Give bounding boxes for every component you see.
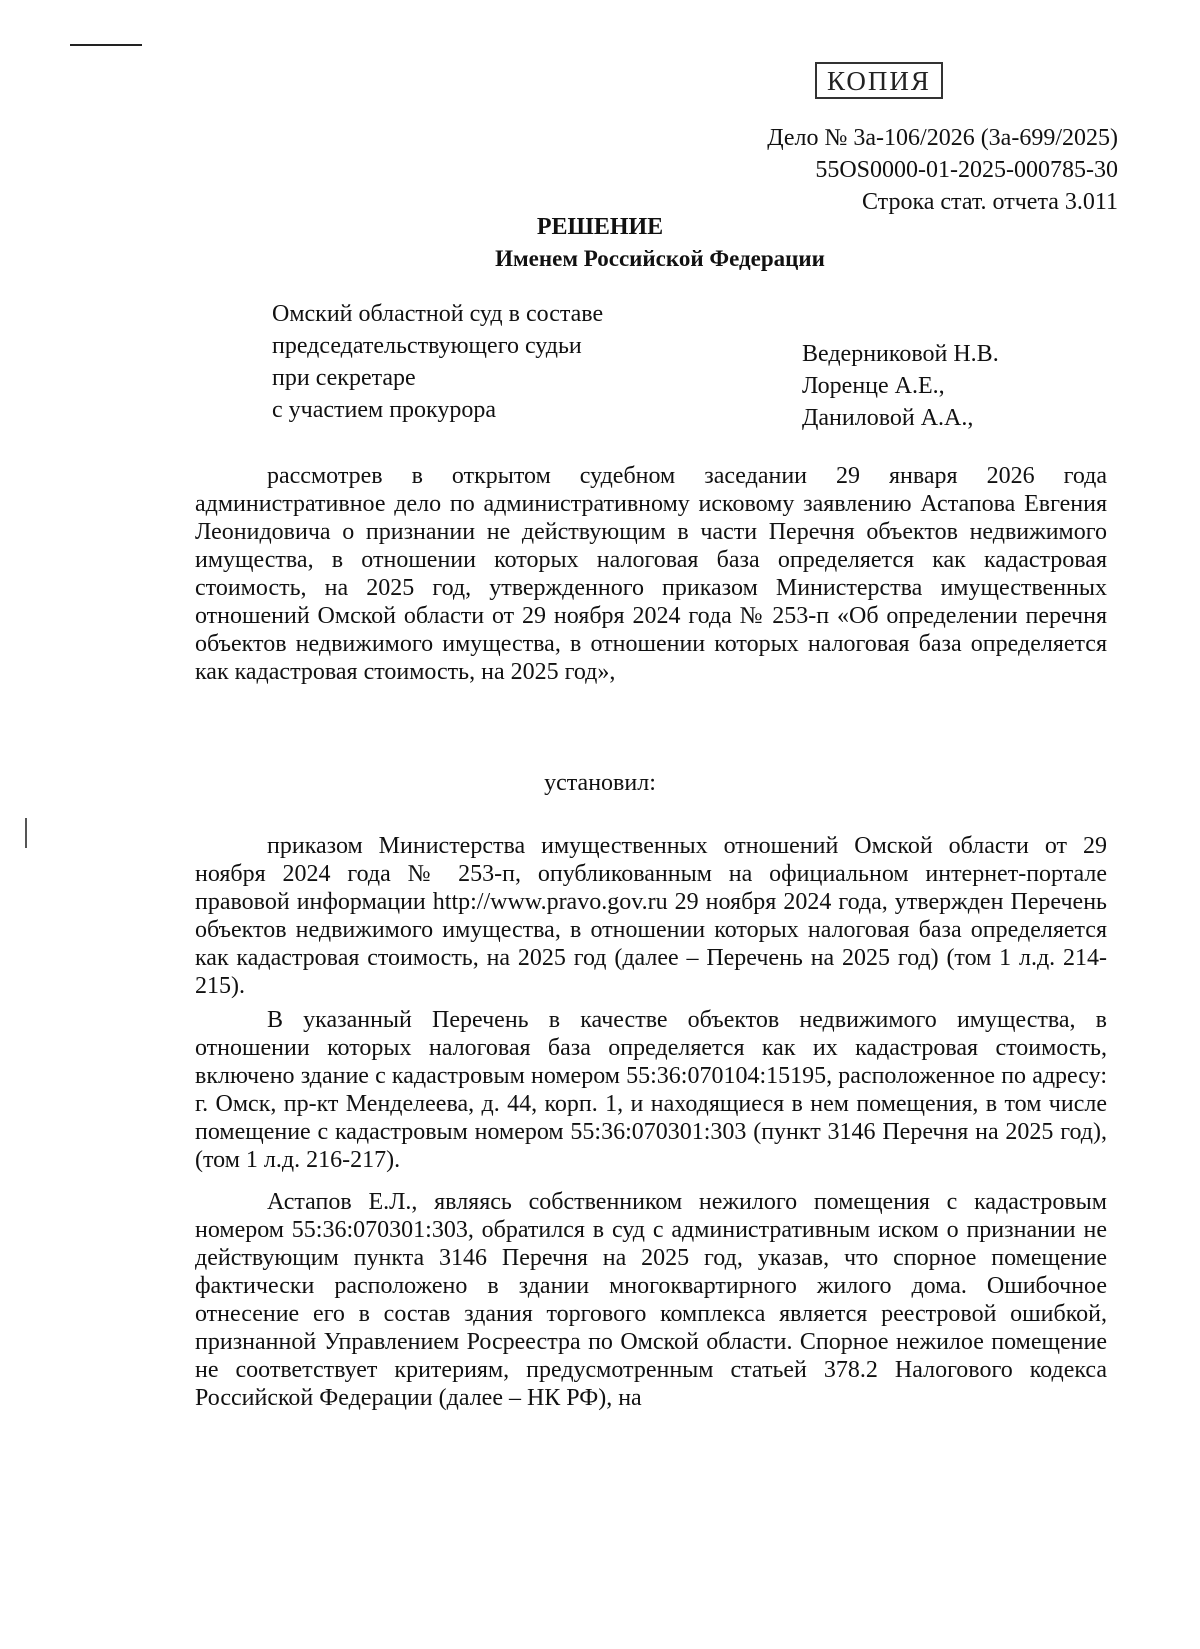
stat-line: Строка стат. отчета 3.011 xyxy=(861,189,1118,215)
composition-label: с участием прокурора xyxy=(272,397,497,423)
composition-row xyxy=(272,298,1152,330)
scan-artifact-tick xyxy=(25,818,27,848)
case-number: Дело № 3а-106/2026 (3а-699/2025) xyxy=(767,125,1118,151)
composition-row xyxy=(272,330,1152,367)
composition-value: Даниловой А.А., xyxy=(802,405,974,431)
case-header xyxy=(767,122,1118,218)
paragraph: Астапов Е.Л., являясь собственником нежилого помещения с кадастровым номером 55:36:070301:303, обратился в суд с административным иском о признании не действующим пункта 3146 Перечня на 2025 год, указав, что спорное помещение фактически расположено в здании многоквартирного жилого дома. Ошибочное отнесение его в состав здания торгового комплекса является реестровой ошибкой, признанной Управлением Росреестра по Омской области. Спорное нежилое помещение не соответствует критериям, предусмотренным статьей 378.2 Налогового кодекса Российской Федерации (далее – НК РФ), на xyxy=(195,1189,1107,1411)
intro-paragraph: рассмотрев в открытом судебном заседании 29 января 2026 года административное дело по административному исковому заявлению Астапова Евгения Леонидовича о признании не действующим в части Перечня объектов недвижимого имущества, в отношении которых налоговая база определяется как кадастровая стоимость, на 2025 год, утвержденного приказом Министерства имущественных отношений Омской области от 29 ноября 2024 года № 253-п «Об определении перечня объектов недвижимого имущества, в отношении которых налоговая база определяется как кадастровая стоимость, на 2025 год», xyxy=(195,463,1107,685)
composition-label: при секретаре xyxy=(272,365,416,391)
case-uid: 55OS0000-01-2025-000785-30 xyxy=(815,157,1118,183)
established-heading: установил: xyxy=(544,770,656,796)
scan-artifact-line xyxy=(70,44,142,46)
paragraph: В указанный Перечень в качестве объектов недвижимого имущества, в отношении которых налоговая база определяется как их кадастровая стоимость, включено здание с кадастровым номером 55:36:070104:15195, расположенное по адресу: г. Омск, пр-кт Менделеева, д. 44, корп. 1, и находящиеся в нем помещения, в том числе помещение с кадастровым номером 55:36:070301:303 (пункт 3146 Перечня на 2025 год), (том 1 л.д. 216-217). xyxy=(195,1007,1107,1173)
composition-label: председательствующего судьи xyxy=(272,333,582,359)
composition-value: Лоренце А.Е., xyxy=(802,373,945,399)
composition-value: Ведерниковой Н.В. xyxy=(802,341,999,367)
main-text xyxy=(195,832,1107,1412)
paragraph: приказом Министерства имущественных отношений Омской области от 29 ноября 2024 года № 253-п, опубликованным на официальном интернет-портале правовой информации http://www.pravo.gov.ru 29 ноября 2024 года, утвержден Перечень объектов недвижимого имущества, в отношении которых налоговая база определяется как кадастровая стоимость, на 2025 год (далее – Перечень на 2025 год) (том 1 л.д. 214-215). xyxy=(195,833,1107,999)
intro-block xyxy=(195,462,1107,686)
copy-stamp: КОПИЯ xyxy=(815,62,943,99)
composition-label: Омский областной суд в составе xyxy=(272,301,604,327)
court-composition xyxy=(272,298,1152,431)
document-title: РЕШЕНИЕ xyxy=(536,214,664,240)
composition-value xyxy=(802,298,1152,330)
document-subtitle: Именем Российской Федерации xyxy=(495,246,825,271)
